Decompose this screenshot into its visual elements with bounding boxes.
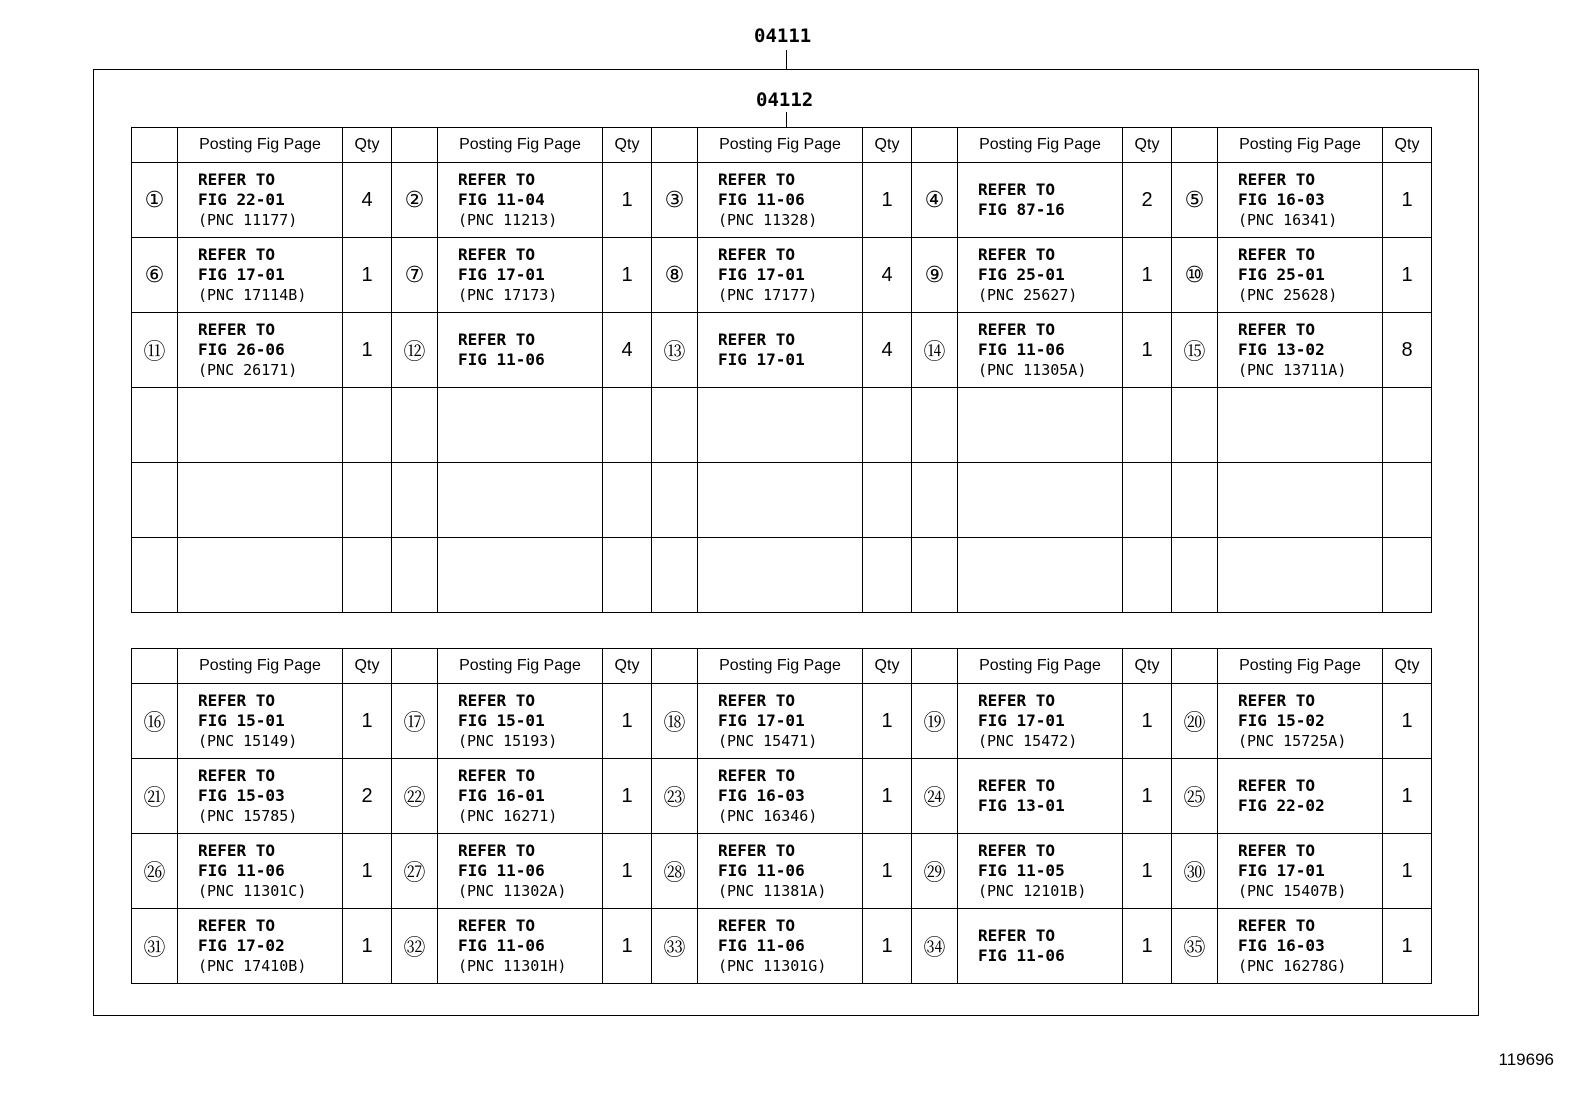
reference-cell [178,684,343,759]
figure-line: FIG 11-05 [978,861,1065,880]
reference-cell [698,538,863,613]
quantity-cell: 8 [1383,313,1432,388]
item-number [652,388,698,463]
item-number: ⑤ [1172,163,1218,238]
item-number: ㉜ [392,909,438,984]
item-number: ⑦ [392,238,438,313]
item-number [912,538,958,613]
reference-cell [438,238,603,313]
figure-line: FIG 16-03 [718,786,805,805]
header-qty: Qty [863,128,912,163]
header-row [132,649,1432,684]
inner-group-code: 04112 [756,89,814,111]
item-number [912,463,958,538]
figure-line: FIG 11-06 [718,190,805,209]
table-row [132,834,1432,909]
quantity-cell [603,388,652,463]
item-number: ⑯ [132,684,178,759]
quantity-cell: 1 [863,163,912,238]
refer-to-line: REFER TO [718,766,796,785]
quantity-cell: 1 [603,238,652,313]
refer-to-line: REFER TO [1238,320,1316,339]
quantity-cell: 1 [1123,313,1172,388]
item-number: ⑧ [652,238,698,313]
figure-line: FIG 17-01 [718,265,805,284]
quantity-cell: 1 [603,163,652,238]
quantity-cell: 1 [343,684,392,759]
header-posting-fig-page: Posting Fig Page [1218,128,1383,163]
header-blank-cell [1172,128,1218,163]
refer-to-line: REFER TO [458,245,536,264]
pnc-line: (PNC 15149) [198,732,298,750]
item-number: ⑫ [392,313,438,388]
item-number: ㉗ [392,834,438,909]
item-number: ⑭ [912,313,958,388]
item-number: ㉛ [132,909,178,984]
reference-cell [958,388,1123,463]
item-number: ⑲ [912,684,958,759]
reference-cell [958,538,1123,613]
pnc-line: (PNC 11301H) [458,957,567,975]
item-number: ㉝ [652,909,698,984]
header-blank-cell [912,649,958,684]
pnc-line: (PNC 25627) [978,286,1078,304]
header-qty: Qty [1383,128,1432,163]
table-row [132,238,1432,313]
refer-to-line: REFER TO [978,776,1056,795]
quantity-cell: 2 [1123,163,1172,238]
item-number: ㉙ [912,834,958,909]
reference-cell [698,463,863,538]
refer-to-line: REFER TO [458,691,536,710]
quantity-cell [1383,538,1432,613]
item-number [132,463,178,538]
pnc-line: (PNC 17410B) [198,957,307,975]
reference-cell [178,388,343,463]
figure-line: FIG 11-06 [458,861,545,880]
refer-to-line: REFER TO [458,841,536,860]
figure-line: FIG 15-02 [1238,711,1325,730]
figure-line: FIG 13-02 [1238,340,1325,359]
reference-cell [698,909,863,984]
pnc-line: (PNC 11177) [198,211,298,229]
quantity-cell: 1 [1383,909,1432,984]
header-posting-fig-page: Posting Fig Page [698,649,863,684]
item-number [652,463,698,538]
refer-to-line: REFER TO [1238,691,1316,710]
item-number: ④ [912,163,958,238]
figure-line: FIG 25-01 [1238,265,1325,284]
quantity-cell: 1 [1123,238,1172,313]
figure-line: FIG 11-06 [978,340,1065,359]
pnc-line: (PNC 15407B) [1238,882,1347,900]
quantity-cell: 1 [343,834,392,909]
reference-cell [1218,909,1383,984]
quantity-cell: 1 [863,684,912,759]
refer-to-line: REFER TO [1238,170,1316,189]
quantity-cell: 1 [603,759,652,834]
reference-cell [178,759,343,834]
reference-cell [438,313,603,388]
figure-line: FIG 17-01 [978,711,1065,730]
figure-line: FIG 17-01 [718,711,805,730]
figure-line: FIG 26-06 [198,340,285,359]
reference-cell [958,834,1123,909]
refer-to-line: REFER TO [1238,776,1316,795]
reference-cell [438,909,603,984]
quantity-cell: 1 [603,834,652,909]
item-number: ㉖ [132,834,178,909]
quantity-cell: 1 [1383,834,1432,909]
quantity-cell: 1 [603,909,652,984]
header-blank-cell [652,128,698,163]
figure-line: FIG 11-06 [458,350,545,369]
reference-cell [438,759,603,834]
reference-cell [178,238,343,313]
reference-cell [178,163,343,238]
quantity-cell: 1 [343,313,392,388]
reference-cell [438,163,603,238]
figure-line: FIG 11-06 [978,946,1065,965]
refer-to-line: REFER TO [458,330,536,349]
reference-table-top [131,127,1432,613]
refer-to-line: REFER TO [978,245,1056,264]
pnc-line: (PNC 16346) [718,807,818,825]
quantity-cell [343,388,392,463]
refer-to-line: REFER TO [718,330,796,349]
header-qty: Qty [1123,649,1172,684]
header-qty: Qty [1383,649,1432,684]
header-posting-fig-page: Posting Fig Page [958,649,1123,684]
header-blank-cell [132,649,178,684]
reference-cell [1218,684,1383,759]
header-qty: Qty [1123,128,1172,163]
reference-cell [958,909,1123,984]
reference-cell [698,684,863,759]
quantity-cell: 1 [1383,759,1432,834]
reference-cell [1218,163,1383,238]
figure-line: FIG 22-01 [198,190,285,209]
quantity-cell: 1 [1383,163,1432,238]
reference-cell [1218,834,1383,909]
figure-line: FIG 11-04 [458,190,545,209]
quantity-cell [863,388,912,463]
reference-cell [438,684,603,759]
quantity-cell: 1 [1123,684,1172,759]
item-number [652,538,698,613]
pnc-line: (PNC 17114B) [198,286,307,304]
item-number: ㉚ [1172,834,1218,909]
item-number: ⑮ [1172,313,1218,388]
pnc-line: (PNC 26171) [198,361,298,379]
pnc-line: (PNC 11328) [718,211,818,229]
reference-cell [1218,538,1383,613]
reference-cell [698,313,863,388]
outer-leader-line [786,50,787,69]
table-row [132,463,1432,538]
figure-line: FIG 11-06 [458,936,545,955]
figure-line: FIG 16-03 [1238,936,1325,955]
header-blank-cell [1172,649,1218,684]
page-number: 119696 [1498,1050,1554,1069]
figure-line: FIG 15-01 [458,711,545,730]
pnc-line: (PNC 11301C) [198,882,307,900]
pnc-line: (PNC 15472) [978,732,1078,750]
item-number [912,388,958,463]
header-posting-fig-page: Posting Fig Page [1218,649,1383,684]
header-blank-cell [912,128,958,163]
reference-cell [958,238,1123,313]
refer-to-line: REFER TO [198,766,276,785]
refer-to-line: REFER TO [198,170,276,189]
reference-cell [178,909,343,984]
reference-table-bottom [131,648,1432,984]
pnc-line: (PNC 11381A) [718,882,827,900]
item-number [132,388,178,463]
refer-to-line: REFER TO [198,841,276,860]
pnc-line: (PNC 16271) [458,807,558,825]
item-number: ㉘ [652,834,698,909]
refer-to-line: REFER TO [718,841,796,860]
reference-cell [958,463,1123,538]
outer-group-code: 04111 [754,25,812,47]
item-number: ㉑ [132,759,178,834]
refer-to-line: REFER TO [718,916,796,935]
quantity-cell: 1 [1123,759,1172,834]
refer-to-line: REFER TO [198,320,276,339]
item-number: ㉕ [1172,759,1218,834]
pnc-line: (PNC 17173) [458,286,558,304]
header-qty: Qty [343,649,392,684]
table-row [132,759,1432,834]
item-number: ㉒ [392,759,438,834]
item-number: ② [392,163,438,238]
quantity-cell [1383,463,1432,538]
header-blank-cell [392,649,438,684]
item-number: ⑱ [652,684,698,759]
refer-to-line: REFER TO [718,691,796,710]
reference-cell [1218,463,1383,538]
header-qty: Qty [603,128,652,163]
pnc-line: (PNC 16341) [1238,211,1338,229]
reference-cell [958,313,1123,388]
item-number: ⑳ [1172,684,1218,759]
header-qty: Qty [603,649,652,684]
quantity-cell [1123,388,1172,463]
item-number [1172,388,1218,463]
pnc-line: (PNC 13711A) [1238,361,1347,379]
reference-cell [178,538,343,613]
figure-line: FIG 13-01 [978,796,1065,815]
refer-to-line: REFER TO [458,766,536,785]
item-number: ㉔ [912,759,958,834]
figure-line: FIG 17-02 [198,936,285,955]
header-posting-fig-page: Posting Fig Page [698,128,863,163]
item-number: ① [132,163,178,238]
quantity-cell [863,463,912,538]
pnc-line: (PNC 15725A) [1238,732,1347,750]
pnc-line: (PNC 16278G) [1238,957,1347,975]
header-qty: Qty [863,649,912,684]
pnc-line: (PNC 17177) [718,286,818,304]
reference-cell [698,388,863,463]
header-posting-fig-page: Posting Fig Page [958,128,1123,163]
quantity-cell [863,538,912,613]
reference-cell [438,463,603,538]
pnc-line: (PNC 15193) [458,732,558,750]
header-posting-fig-page: Posting Fig Page [438,649,603,684]
refer-to-line: REFER TO [1238,245,1316,264]
quantity-cell [1123,463,1172,538]
quantity-cell: 2 [343,759,392,834]
refer-to-line: REFER TO [978,926,1056,945]
quantity-cell: 1 [863,759,912,834]
figure-line: FIG 16-03 [1238,190,1325,209]
reference-cell [1218,313,1383,388]
pnc-line: (PNC 11213) [458,211,558,229]
reference-cell [698,834,863,909]
header-qty: Qty [343,128,392,163]
reference-cell [698,238,863,313]
item-number: ⑬ [652,313,698,388]
quantity-cell: 1 [1123,909,1172,984]
inner-leader-line [786,112,787,127]
pnc-line: (PNC 11301G) [718,957,827,975]
refer-to-line: REFER TO [978,841,1056,860]
reference-cell [178,313,343,388]
refer-to-line: REFER TO [1238,841,1316,860]
quantity-cell: 4 [863,313,912,388]
quantity-cell: 4 [603,313,652,388]
quantity-cell: 4 [863,238,912,313]
quantity-cell [343,538,392,613]
table-row [132,163,1432,238]
reference-cell [178,834,343,909]
item-number [392,463,438,538]
reference-cell [438,834,603,909]
figure-line: FIG 11-06 [718,861,805,880]
pnc-line: (PNC 11302A) [458,882,567,900]
item-number: ㉟ [1172,909,1218,984]
refer-to-line: REFER TO [198,245,276,264]
pnc-line: (PNC 25628) [1238,286,1338,304]
item-number: ⑰ [392,684,438,759]
reference-cell [958,684,1123,759]
item-number [1172,538,1218,613]
item-number [1172,463,1218,538]
item-number: ⑨ [912,238,958,313]
figure-line: FIG 22-02 [1238,796,1325,815]
quantity-cell [603,538,652,613]
table-row [132,684,1432,759]
reference-cell [958,759,1123,834]
quantity-cell [1123,538,1172,613]
pnc-line: (PNC 11305A) [978,361,1087,379]
item-number: ⑥ [132,238,178,313]
pnc-line: (PNC 15471) [718,732,818,750]
table-row [132,538,1432,613]
refer-to-line: REFER TO [198,916,276,935]
figure-line: FIG 17-01 [458,265,545,284]
refer-to-line: REFER TO [978,320,1056,339]
quantity-cell [1383,388,1432,463]
item-number: ⑩ [1172,238,1218,313]
figure-line: FIG 16-01 [458,786,545,805]
figure-line: FIG 87-16 [978,200,1065,219]
figure-line: FIG 11-06 [198,861,285,880]
table-row [132,388,1432,463]
quantity-cell: 1 [343,238,392,313]
reference-cell [1218,388,1383,463]
quantity-cell: 1 [1383,684,1432,759]
reference-cell [1218,759,1383,834]
quantity-cell: 1 [863,909,912,984]
item-number [132,538,178,613]
refer-to-line: REFER TO [978,180,1056,199]
pnc-line: (PNC 15785) [198,807,298,825]
figure-line: FIG 17-01 [718,350,805,369]
refer-to-line: REFER TO [198,691,276,710]
quantity-cell: 1 [1123,834,1172,909]
figure-line: FIG 15-03 [198,786,285,805]
reference-cell [958,163,1123,238]
reference-cell [438,388,603,463]
quantity-cell: 1 [603,684,652,759]
header-blank-cell [652,649,698,684]
reference-cell [698,759,863,834]
item-number: ③ [652,163,698,238]
header-blank-cell [132,128,178,163]
reference-cell [178,463,343,538]
item-number [392,538,438,613]
quantity-cell: 1 [863,834,912,909]
header-posting-fig-page: Posting Fig Page [178,649,343,684]
item-number: ⑪ [132,313,178,388]
reference-cell [698,163,863,238]
quantity-cell [603,463,652,538]
header-posting-fig-page: Posting Fig Page [178,128,343,163]
quantity-cell: 4 [343,163,392,238]
figure-line: FIG 15-01 [198,711,285,730]
quantity-cell: 1 [343,909,392,984]
header-blank-cell [392,128,438,163]
refer-to-line: REFER TO [718,170,796,189]
refer-to-line: REFER TO [458,916,536,935]
table-row [132,909,1432,984]
figure-line: FIG 25-01 [978,265,1065,284]
item-number: ㉓ [652,759,698,834]
quantity-cell: 1 [1383,238,1432,313]
reference-cell [438,538,603,613]
table-row [132,313,1432,388]
refer-to-line: REFER TO [978,691,1056,710]
header-row [132,128,1432,163]
refer-to-line: REFER TO [458,170,536,189]
item-number [392,388,438,463]
item-number: ㉞ [912,909,958,984]
pnc-line: (PNC 12101B) [978,882,1087,900]
figure-line: FIG 17-01 [198,265,285,284]
quantity-cell [343,463,392,538]
header-posting-fig-page: Posting Fig Page [438,128,603,163]
figure-line: FIG 17-01 [1238,861,1325,880]
refer-to-line: REFER TO [1238,916,1316,935]
figure-line: FIG 11-06 [718,936,805,955]
refer-to-line: REFER TO [718,245,796,264]
reference-cell [1218,238,1383,313]
